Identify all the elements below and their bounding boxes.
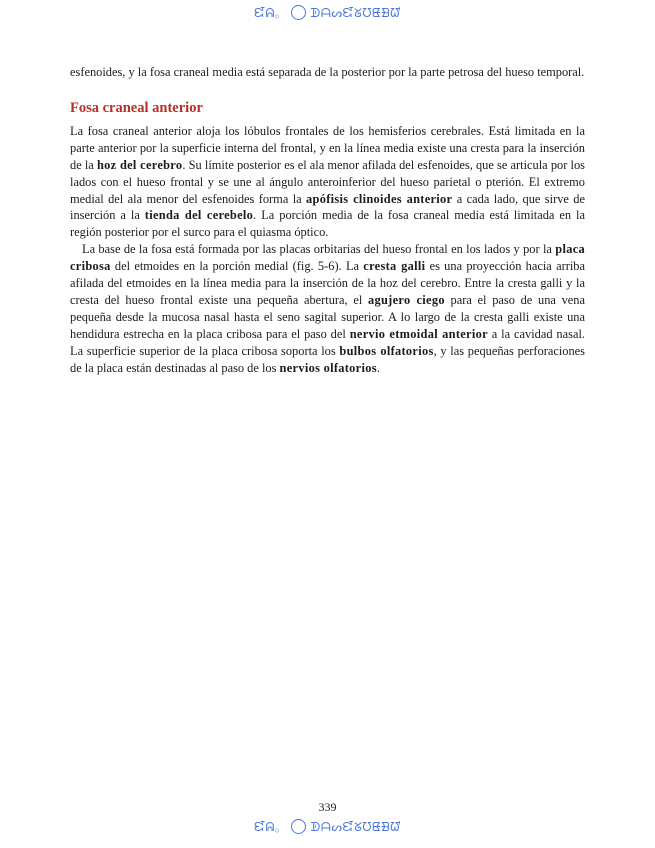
term-apofisis-clinoides: apófisis clinoides anterior (306, 191, 453, 206)
circle-icon (291, 819, 306, 834)
term-nervios-olfatorios: nervios olfatorios (279, 360, 377, 375)
text-run: , y las pequeñas perforaciones de la placa están destinadas al paso de los (70, 343, 585, 375)
watermark-left-text: ᘿᕱ。 (253, 6, 288, 20)
text-run: del etmoides en la porción medial (fig. 5-6). La (110, 259, 364, 274)
text-run: a cada lado, que sirve de inserción a la (70, 191, 585, 223)
watermark-left-text: ᘿᕱ。 (253, 820, 288, 834)
term-bulbos-olfatorios: bulbos olfatorios (339, 343, 434, 358)
text-run: La fosa craneal anterior aloja los lóbulos frontales de los hemisferios cerebrales. Está limitada en la parte anterior por la superficie interna del frontal, y en la línea media existe una cresta para la inserción de la (70, 123, 585, 172)
watermark-right-text: ᗫᗩᔕᘿᘜᘮᘀᗿᘺ (310, 6, 402, 20)
watermark-right-text: ᗫᗩᔕᘿᘜᘮᘀᗿᘺ (310, 820, 402, 834)
text-run: . Su límite posterior es el ala menor afilada del esfenoides, que se articula por los lados con el hueso frontal y se une al ángulo anteroinferior del hueso parietal o pterión. El extremo medial del ala menor del esfenoides forma la (70, 157, 585, 206)
section-paragraph-1 (70, 123, 585, 241)
text-run: . La porción media de la fosa craneal media está limitada en la región posterior por el surco para el quiasma óptico. (70, 208, 585, 240)
term-tienda-del-cerebelo: tienda del cerebelo (144, 208, 254, 223)
term-hoz-del-cerebro: hoz del cerebro (96, 157, 183, 172)
term-agujero-ciego: agujero ciego (368, 292, 445, 307)
intro-paragraph: esfenoides, y la fosa craneal media está separada de la posterior por la parte petrosa del hueso temporal. (70, 65, 585, 79)
text-run: a la cavidad nasal. La superficie superior de la placa cribosa soporta los (70, 326, 585, 358)
circle-icon (291, 5, 306, 20)
watermark-top (0, 4, 655, 21)
section-title: Fosa craneal anterior (70, 99, 203, 116)
term-cresta-galli: cresta galli (363, 259, 426, 274)
section-paragraph-2 (70, 241, 585, 376)
text-run: es una proyección hacia arriba afilada del etmoides en la línea media para la inserción de la hoz del cerebro. Entre la cresta galli y la cresta del hueso frontal existe una pequeña abertura, el (70, 259, 585, 307)
term-nervio-etmoidal: nervio etmoidal anterior (349, 326, 488, 341)
text-run: . (376, 360, 380, 375)
term-placa-cribosa: placa cribosa (70, 242, 585, 274)
page-number: 339 (318, 800, 337, 814)
watermark-bottom (0, 818, 655, 835)
text-run: para el paso de una vena pequeña desde la mucosa nasal hasta el seno sagital superior. A lo largo de la cresta galli existe una hendidura estrecha en la placa cribosa para el paso del (70, 292, 585, 341)
text-run: La base de la fosa está formada por las placas orbitarias del hueso frontal en los lados y por la (82, 242, 556, 257)
page-body (70, 64, 585, 377)
